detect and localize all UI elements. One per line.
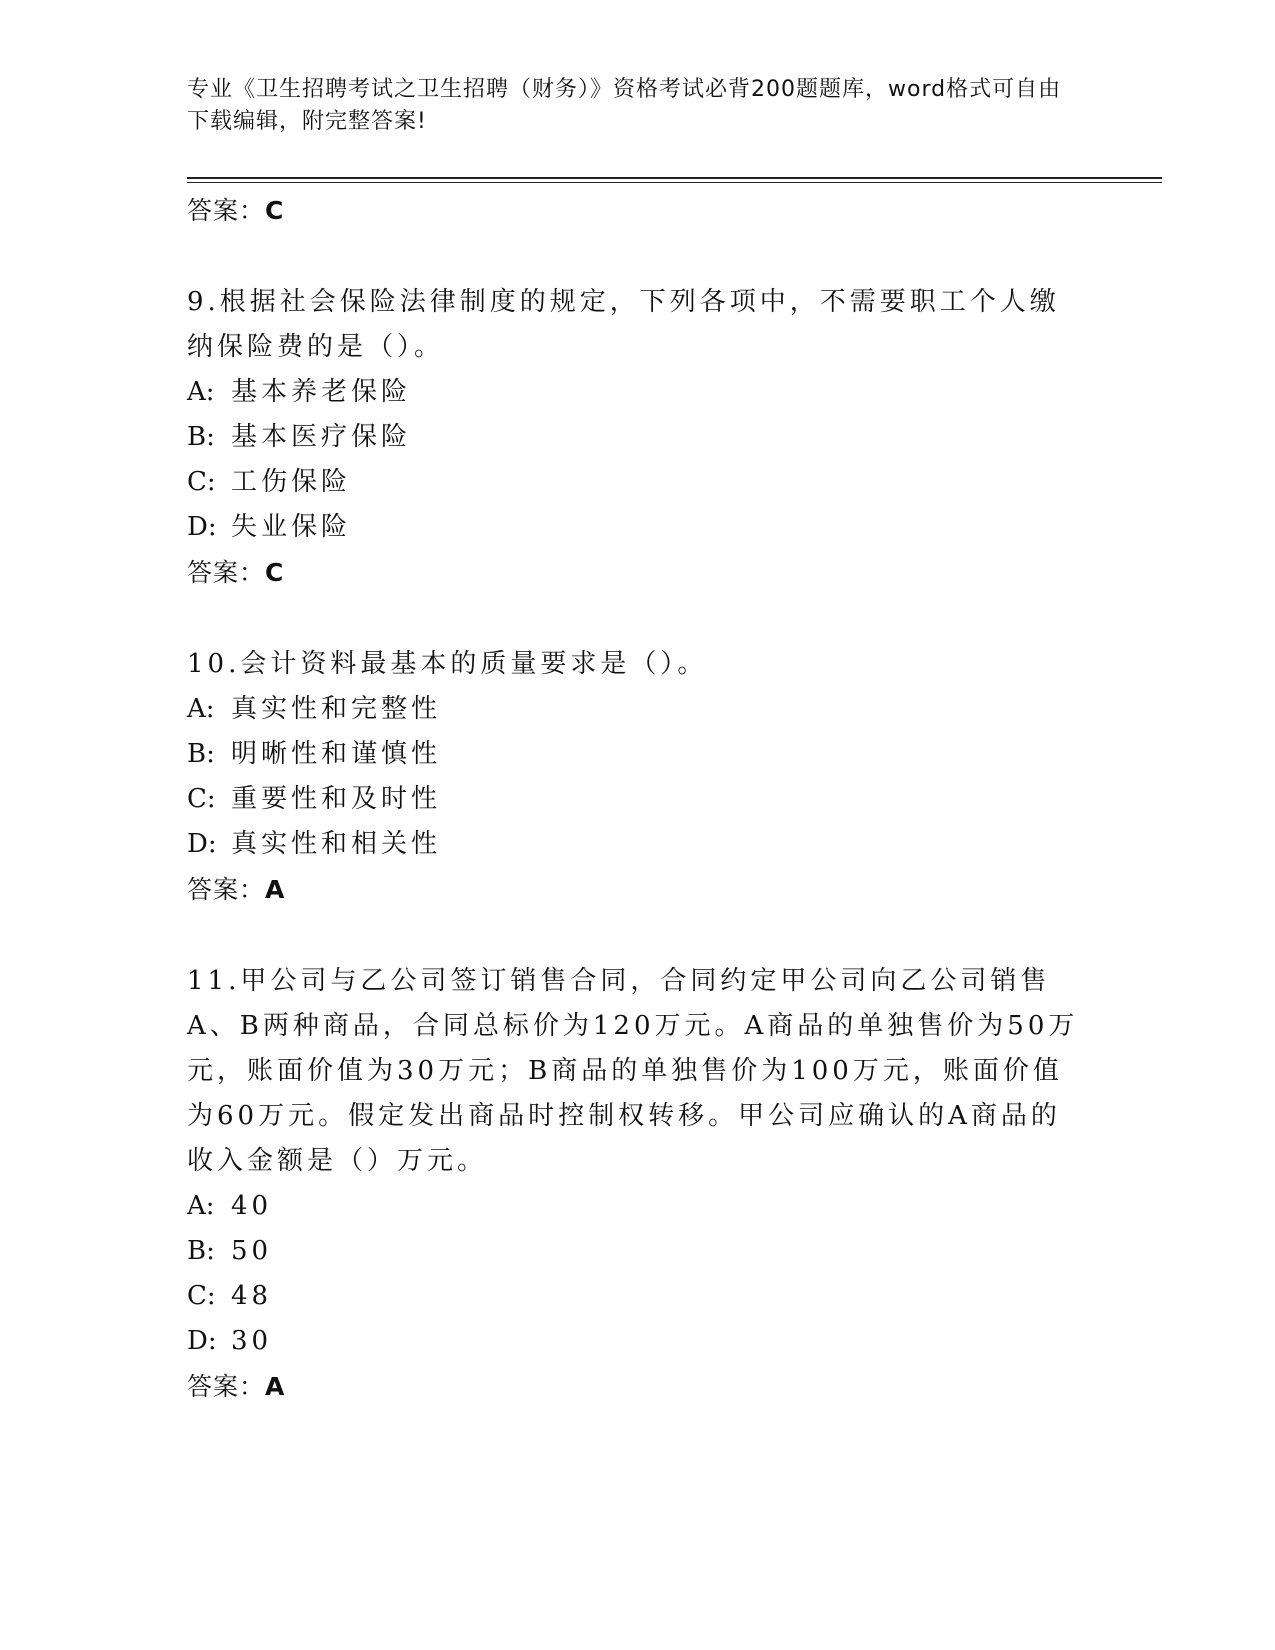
- option-d: [187, 822, 1087, 867]
- answer-value: A: [265, 875, 286, 904]
- option-a: [187, 1184, 1087, 1229]
- answer-label: 答案：: [187, 875, 266, 904]
- question-item: [187, 642, 1087, 913]
- option-letter: D:: [187, 512, 217, 542]
- option-letter: A:: [187, 694, 215, 724]
- answer-line: [187, 550, 1087, 596]
- answer-label: 答案：: [187, 1372, 266, 1401]
- option-d: [187, 505, 1087, 550]
- option-a: [187, 370, 1087, 415]
- option-text: 真实性和相关性: [231, 829, 442, 859]
- option-letter: A:: [187, 1191, 215, 1221]
- question-stem: 10.会计资料最基本的质量要求是（）。: [187, 649, 708, 679]
- option-c: [187, 777, 1087, 822]
- option-letter: C:: [187, 784, 216, 814]
- option-letter: C:: [187, 467, 216, 497]
- option-text: 48: [231, 1281, 273, 1311]
- answer-line: [187, 1364, 1087, 1410]
- option-c: [187, 460, 1087, 505]
- option-b: [187, 415, 1087, 460]
- option-letter: B:: [187, 739, 215, 769]
- option-letter: D:: [187, 829, 217, 859]
- header-title: 专业《卫生招聘考试之卫生招聘（财务）》资格考试必背200题题库，word格式可自由下载编辑，附完整答案!: [187, 77, 1062, 134]
- option-letter: A:: [187, 377, 215, 407]
- option-b: [187, 1229, 1087, 1274]
- question-stem: 11.甲公司与乙公司签订销售合同，合同约定甲公司向乙公司销售A、B两种商品，合同总标价为120万元。A商品的单独售价为50万元，账面价值为30万元；B商品的单独售价为100万元，账面价值为60万元。假定发出商品时控制权转移。甲公司应确认的A商品的收入金额是（）万元。: [187, 966, 1079, 1176]
- answer-line: [187, 188, 1087, 234]
- option-text: 基本医疗保险: [231, 422, 412, 452]
- answer-label: 答案：: [187, 558, 266, 587]
- option-text: 30: [231, 1326, 273, 1356]
- option-text: 40: [231, 1191, 273, 1221]
- header-divider-thick: [187, 177, 1162, 179]
- option-letter: B:: [187, 1236, 215, 1266]
- option-c: [187, 1274, 1087, 1319]
- option-letter: B:: [187, 422, 215, 452]
- option-letter: C:: [187, 1281, 216, 1311]
- question-item: [187, 280, 1087, 596]
- question-stem: 9.根据社会保险法律制度的规定，下列各项中，不需要职工个人缴纳保险费的是（）。: [187, 287, 1060, 362]
- question-list: [187, 188, 1087, 1410]
- answer-label: 答案：: [187, 196, 266, 225]
- header-divider-thin: [187, 182, 1162, 183]
- document-header: [187, 74, 1067, 138]
- option-letter: D:: [187, 1326, 217, 1356]
- option-text: 基本养老保险: [231, 377, 412, 407]
- option-a: [187, 687, 1087, 732]
- option-b: [187, 732, 1087, 777]
- option-text: 50: [231, 1236, 273, 1266]
- question-item: [187, 959, 1087, 1410]
- option-text: 失业保险: [231, 512, 352, 542]
- option-text: 真实性和完整性: [231, 694, 442, 724]
- option-text: 工伤保险: [231, 467, 352, 497]
- option-text: 明晰性和谨慎性: [231, 739, 442, 769]
- answer-value: C: [265, 196, 285, 225]
- answer-value: A: [265, 1372, 286, 1401]
- answer-value: C: [265, 558, 285, 587]
- option-d: [187, 1319, 1087, 1364]
- answer-line: [187, 867, 1087, 913]
- option-text: 重要性和及时性: [231, 784, 442, 814]
